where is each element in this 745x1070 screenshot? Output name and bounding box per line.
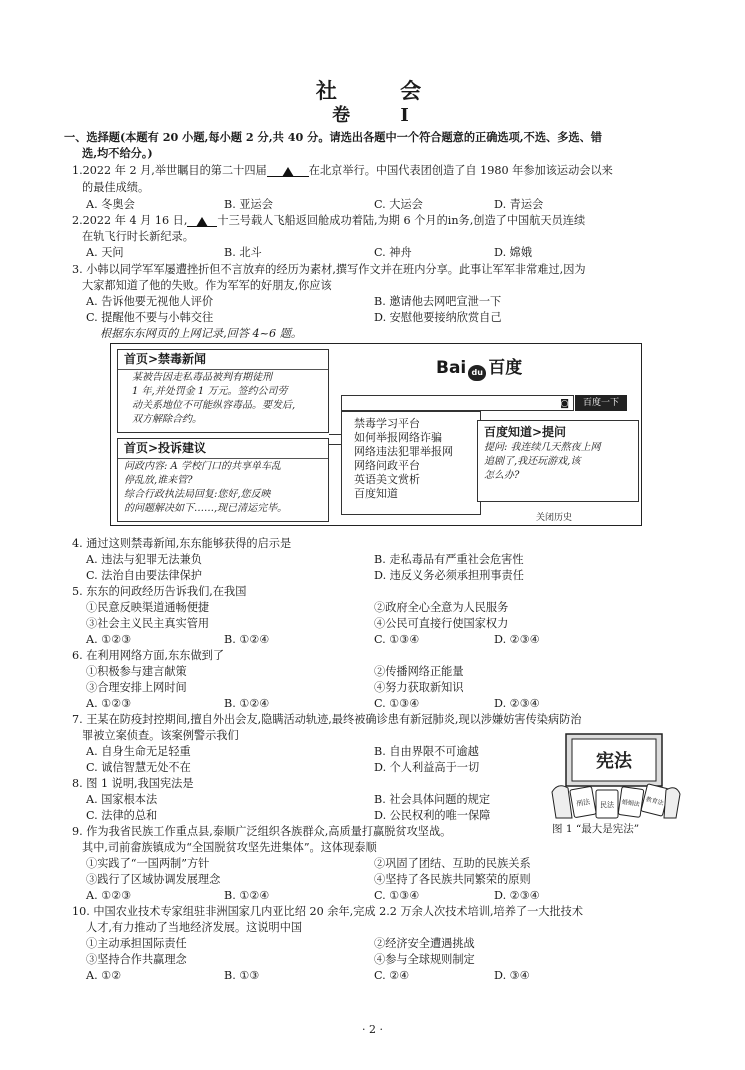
q5-option-b: B. ①②④ (224, 633, 270, 646)
zhidao-panel-text: 提问: 我连续几天熬夜上网 追剧了,我还玩游戏,该 怎么办? (484, 442, 601, 482)
q2-option-a: A. 天问 (86, 246, 124, 259)
q9-option-b: B. ①②④ (224, 889, 270, 902)
q10-option-c: C. ②④ (374, 969, 410, 982)
q5-choice-3: ③社会主义民主真实管用 (86, 617, 210, 630)
q8-option-c: C. 法律的总和 (86, 809, 158, 822)
dropdown-item[interactable]: 如何举报网络诈骗 (354, 431, 442, 444)
dropdown-item[interactable]: 英语美文赏析 (354, 473, 420, 486)
q10-option-d: D. ③④ (494, 969, 530, 982)
figure1-caption: 图 1 “最大是宪法” (552, 823, 640, 835)
q3-stem-2: 大家都知道了他的失败。作为军军的好朋友,你应该 (82, 279, 332, 292)
q5-option-d: D. ②③④ (494, 633, 540, 646)
section-title: 卷 Ⅰ (332, 105, 431, 126)
news-panel (117, 349, 329, 433)
law-tag: 婚姻法 (621, 798, 641, 809)
instructions-line2: 选,均不给分。) (82, 146, 153, 160)
q7-option-c: C. 诚信智慧无处不在 (86, 761, 191, 774)
q6-stem: 6. 在利用网络方面,东东做到了 (72, 649, 225, 662)
q4-option-c: C. 法治自由要法律保护 (86, 569, 202, 582)
page-number: · 2 · (362, 1023, 383, 1036)
camera-icon[interactable]: ◙ (560, 399, 569, 409)
q5-choice-2: ②政府全心全意为人民服务 (374, 601, 509, 614)
q7-option-b: B. 自由界限不可逾越 (374, 745, 479, 758)
q9-choice-4: ④坚持了各民族共同繁荣的原则 (374, 873, 531, 886)
q9-choice-3: ③践行了区域协调发展理念 (86, 873, 221, 886)
q1-option-a: A. 冬奥会 (86, 198, 135, 211)
q8-option-a: A. 国家根本法 (86, 793, 158, 806)
triangle-icon (196, 217, 208, 227)
q6-option-c: C. ①③④ (374, 697, 420, 710)
q4-6-intro: 根据东东网页的上网记录,回答 4~6 题。 (100, 327, 303, 340)
q6-option-d: D. ②③④ (494, 697, 540, 710)
q10-stem-1: 10. 中国农业技术专家组驻非洲国家几内亚比绍 20 余年,完成 2.2 万余人次技术培训,培养了一大批技术 (72, 905, 584, 918)
q6-option-b: B. ①②④ (224, 697, 270, 710)
q3-option-b: B. 邀请他去网吧宣泄一下 (374, 295, 502, 308)
q7-option-a: A. 自身生命无足轻重 (86, 745, 191, 758)
q7-stem-1: 7. 王某在防疫封控期间,擅自外出会友,隐瞒活动轨迹,最终被确诊患有新冠肺炎,现以涉嫌妨害传染病防治 (72, 713, 582, 726)
q10-option-a: A. ①② (86, 969, 122, 982)
search-dropdown (341, 411, 481, 515)
close-history-link[interactable]: 关闭历史 (536, 513, 573, 523)
q6-choice-1: ①积极参与建言献策 (86, 665, 187, 678)
q9-option-d: D. ②③④ (494, 889, 540, 902)
q2-option-c: C. 神舟 (374, 246, 412, 259)
q6-option-a: A. ①②③ (86, 697, 132, 710)
q1-stem-2: 的最佳成绩。 (82, 181, 150, 194)
q3-option-a: A. 告诉他要无视他人评价 (86, 295, 214, 308)
constitution-cartoon (548, 730, 684, 822)
triangle-icon (282, 167, 294, 177)
search-input[interactable] (341, 395, 574, 411)
q1-option-c: C. 大运会 (374, 198, 423, 211)
q4-stem: 4. 通过这则禁毒新闻,东东能够获得的启示是 (72, 537, 292, 550)
q9-choice-1: ①实践了“一国两制”方针 (86, 857, 210, 870)
q5-stem: 5. 东东的问政经历告诉我们,在我国 (72, 585, 247, 598)
q5-choice-1: ①民意反映渠道通畅便捷 (86, 601, 210, 614)
q5-option-a: A. ①②③ (86, 633, 132, 646)
q9-stem-2: 其中,司前畲族镇成为“全国脱贫攻坚先进集体”。这体现泰顺 (82, 841, 377, 854)
q3-stem-1: 3. 小韩以同学军军屡遭挫折但不言放弃的经历为素材,撰写作文并在班内分享。此事让军军非常难过,因为 (72, 263, 586, 276)
q6-choice-4: ④努力获取新知识 (374, 681, 464, 694)
q8-stem: 8. 图 1 说明,我国宪法是 (72, 777, 194, 790)
dropdown-item[interactable]: 网络违法犯罪举报网 (354, 445, 453, 458)
law-tag: 教育法 (645, 795, 665, 808)
q2-stem-2: 在轨飞行时长新纪录。 (82, 230, 194, 243)
q7-option-d: D. 个人利益高于一切 (374, 761, 480, 774)
q4-option-a: A. 违法与犯罪无法兼负 (86, 553, 202, 566)
q3-option-c: C. 提醒他不要与小韩交往 (86, 311, 214, 324)
constitution-book-label: 宪法 (596, 751, 632, 772)
q2-stem-1: 2.2022 年 4 月 16 日, 十三号载人飞船返回舱成功着陆,为期 6 个月的in务,创造了中国航天员连续 (72, 214, 586, 227)
q10-choice-2: ②经济安全遭遇挑战 (374, 937, 475, 950)
q4-option-d: D. 违反义务必须承担刑事责任 (374, 569, 524, 582)
q2-option-b: B. 北斗 (224, 246, 262, 259)
q2-option-d: D. 嫦娥 (494, 246, 533, 259)
paw-icon: du (468, 365, 486, 381)
web-history-figure (110, 343, 642, 526)
advice-panel-text: 问政内容: A 学校门口的共享单车乱 停乱放,谁来管? 综合行政执法局回复:您好,您反映 的问题解决如下……,现已清运完毕。 (124, 461, 288, 515)
q10-option-b: B. ①③ (224, 969, 260, 982)
q1-option-d: D. 青运会 (494, 198, 544, 211)
q10-choice-3: ③坚持合作共赢理念 (86, 953, 187, 966)
baidu-logo: Bai du 百度 (436, 361, 522, 381)
q1-blank (267, 165, 309, 177)
news-panel-head: 首页>禁毒新闻 (118, 350, 328, 370)
instructions-line1: 一、选择题(本题有 20 小题,每小题 2 分,共 40 分。请选出各题中一个符合题意的正确选项,不选、多选、错 (64, 130, 602, 144)
dropdown-item[interactable]: 禁毒学习平台 (354, 417, 420, 430)
q8-option-b: B. 社会具体问题的规定 (374, 793, 491, 806)
q10-choice-1: ①主动承担国际责任 (86, 937, 187, 950)
q6-choice-3: ③合理安排上网时间 (86, 681, 187, 694)
q9-option-c: C. ①③④ (374, 889, 420, 902)
q3-option-d: D. 安慰他要接纳欣赏自己 (374, 311, 502, 324)
q2-blank (187, 215, 217, 227)
advice-panel-head: 首页>投诉建议 (118, 439, 328, 459)
q4-option-b: B. 走私毒品有严重社会危害性 (374, 553, 524, 566)
q10-choice-4: ④参与全球规则制定 (374, 953, 475, 966)
q7-stem-2: 罪被立案侦查。该案例警示我们 (82, 729, 239, 742)
zhidao-panel (477, 420, 639, 502)
law-tag: 刑法 (575, 797, 591, 809)
page-title: 社 会 (315, 78, 450, 103)
zhidao-panel-head: 百度知道>提问 (484, 425, 567, 439)
q9-option-a: A. ①②③ (86, 889, 132, 902)
advice-panel (117, 438, 329, 522)
dropdown-item[interactable]: 网络问政平台 (354, 459, 420, 472)
dropdown-item[interactable]: 百度知道 (354, 487, 398, 500)
q1-option-b: B. 亚运会 (224, 198, 273, 211)
q9-stem-1: 9. 作为我省民族工作重点县,泰顺广泛组织各族群众,高质量打赢脱贫攻坚战。 (72, 825, 452, 838)
law-tag: 民法 (600, 801, 614, 809)
q6-choice-2: ②传播网络正能量 (374, 665, 464, 678)
news-panel-text: 某被告因走私毒品被判有期徒刑 1 年,并处罚金 1 万元。签约公司劳 动关系地位不可能纵容毒品。要发后, 双方解除合约。 (132, 372, 296, 426)
q1-stem-1: 1.2022 年 2 月,举世瞩目的第二十四届 在北京举行。中国代表团创造了自 1980 年参加该运动会以来 (72, 164, 613, 177)
q10-stem-2: 人才,有力推动了当地经济发展。这说明中国 (86, 921, 303, 934)
q9-choice-2: ②巩固了团结、互助的民族关系 (374, 857, 531, 870)
q8-option-d: D. 公民权利的唯一保障 (374, 809, 491, 822)
q5-option-c: C. ①③④ (374, 633, 420, 646)
q5-choice-4: ④公民可直接行使国家权力 (374, 617, 509, 630)
search-button[interactable]: 百度一下 (575, 395, 627, 411)
